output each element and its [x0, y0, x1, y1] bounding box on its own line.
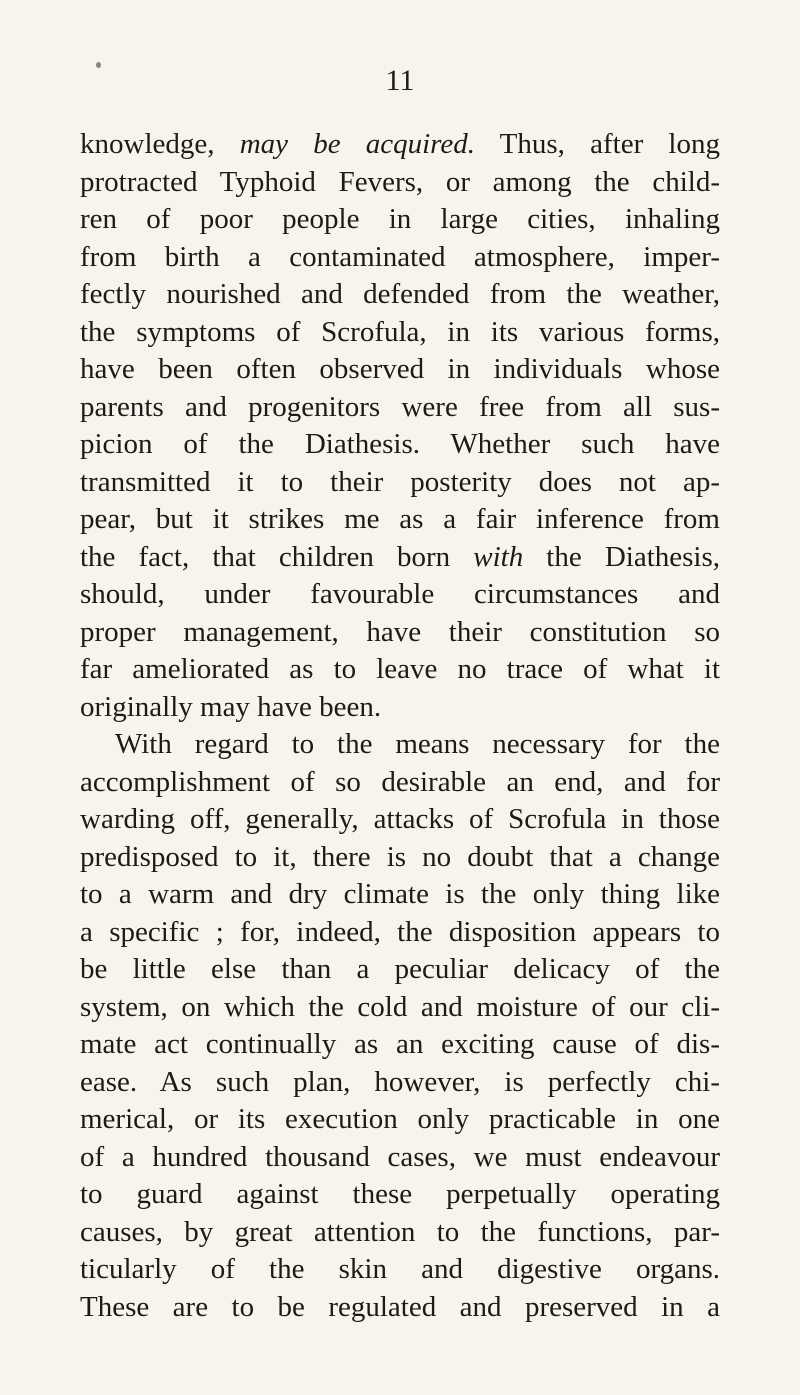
text-line: knowledge, may be acquired. Thus, after long — [80, 128, 720, 160]
emphasis: may be acquired. — [239, 128, 476, 160]
text-line: pear, but it strikes me as a fair inference from — [80, 503, 720, 535]
text-line: picion of the Diathesis. Whether such have — [80, 428, 720, 460]
text-line: from birth a contaminated atmosphere, imper- — [80, 240, 720, 273]
body-text — [80, 126, 720, 1326]
text-line: the fact, that children born with the Diathesis, — [80, 540, 720, 573]
emphasis: with — [473, 540, 524, 573]
text-line: merical, or its execution only practicable in one — [80, 1103, 720, 1135]
text-line: the symptoms of Scrofula, in its various forms, — [80, 315, 720, 348]
text-line: causes, by great attention to the functions, par- — [80, 1215, 720, 1248]
text-line: With regard to the means necessary for the — [115, 728, 720, 760]
text-line: parents and progenitors were free from all sus- — [80, 390, 720, 423]
text-line: far ameliorated as to leave no trace of what it — [80, 653, 720, 685]
text-line: transmitted it to their posterity does not ap- — [80, 465, 720, 498]
text-line: fectly nourished and defended from the weather, — [80, 278, 720, 310]
text-line: mate act continually as an exciting cause of dis- — [80, 1028, 720, 1060]
text-line: be little else than a peculiar delicacy of the — [80, 953, 720, 985]
text-line: proper management, have their constitution so — [80, 615, 720, 648]
text-line: predisposed to it, there is no doubt that a change — [80, 840, 720, 873]
text-line: ticularly of the skin and digestive organs. — [80, 1253, 720, 1285]
text-line: ren of poor people in large cities, inhaling — [80, 203, 720, 235]
text-line: ease. As such plan, however, is perfectly chi- — [80, 1065, 720, 1098]
text-line: a specific ; for, indeed, the disposition appears to — [80, 915, 720, 948]
text-line: system, on which the cold and moisture of our cli- — [80, 990, 720, 1023]
text-line: to a warm and dry climate is the only thing like — [80, 878, 720, 910]
text-line: should, under favourable circumstances and — [80, 578, 720, 610]
text-line: have been often observed in individuals whose — [80, 353, 720, 385]
text-line: of a hundred thousand cases, we must endeavour — [80, 1140, 720, 1173]
text-line: to guard against these perpetually operating — [80, 1178, 720, 1210]
page-number: 11 — [385, 64, 415, 97]
text-line: protracted Typhoid Fevers, or among the child- — [80, 165, 720, 198]
text-line: accomplishment of so desirable an end, and for — [80, 765, 720, 798]
text-line: originally may have been. — [80, 690, 382, 723]
text-line: warding off, generally, attacks of Scrofula in those — [80, 803, 720, 835]
text-line: These are to be regulated and preserved in a — [80, 1290, 720, 1323]
